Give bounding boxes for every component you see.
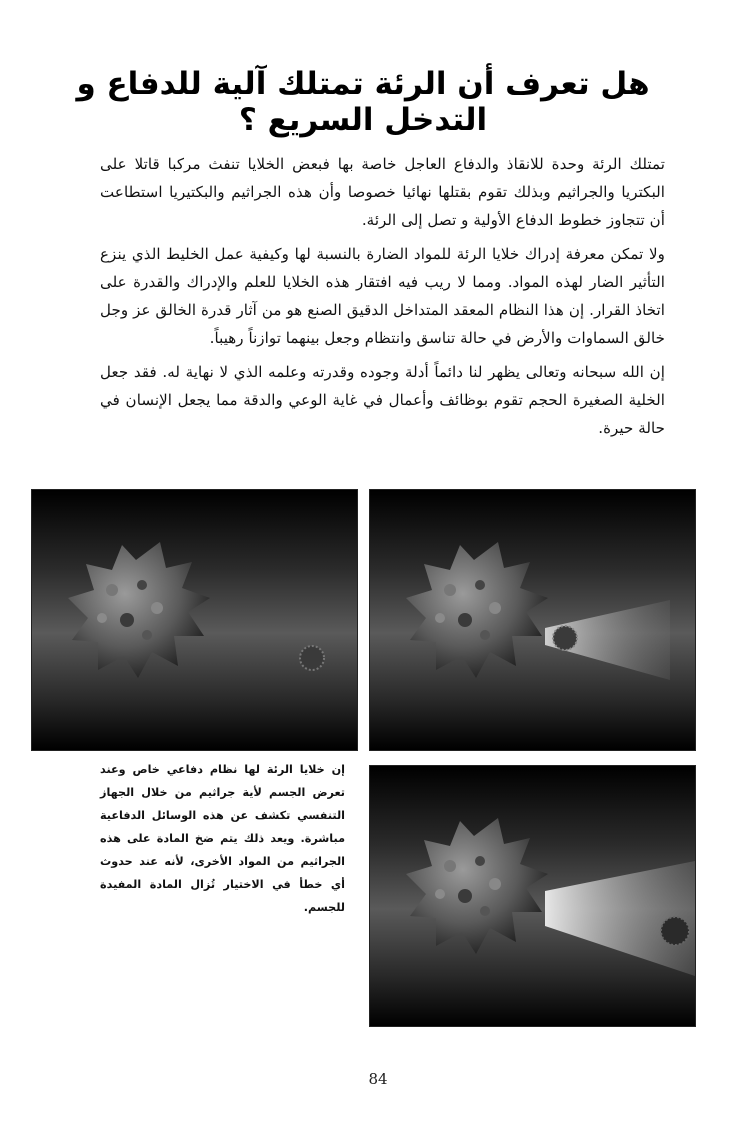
article-body xyxy=(100,150,665,448)
cell-illustration xyxy=(370,766,695,1026)
germ-shape xyxy=(553,626,577,650)
page-title: هل تعرف أن الرئة تمتلك آلية للدفاع و التدخل السريع ؟ xyxy=(76,66,650,138)
paragraph-1: تمتلك الرئة وحدة للانقاذ والدفاع العاجل خاصة بها فبعض الخلايا تنفث مركبا قاتلا على البكتريا والجراثيم وبذلك تقوم بقتلها نهائيا خصوصا وأن هذه الجراثيم والبكتيريا استطاعت أن تتجاوز خطوط الدفاع الأولية و تصل إلى الرئة. xyxy=(100,155,665,229)
page-number: 84 xyxy=(368,1070,388,1088)
figure-cell-spraying-germ xyxy=(369,489,696,751)
figure-caption xyxy=(100,758,345,919)
figure-cell-and-germ xyxy=(31,489,358,751)
paragraph-2: ولا تمكن معرفة إدراك خلايا الرئة للمواد الضارة بالنسبة لها وكيفية عمل الخليط الذي ينزع التأثير الضار لهذه المواد. ومما لا ريب فيه افتقار هذه الخلايا للعلم والإدراك والقدرة على اتخاذ القرار. إن هذا النظام المعقد المتداخل الدقيق الصنع هو من آثار قدرة الخالق عز وجل خالق السماوات والأرض في حالة تناسق وانتظام وجعل بينهما توازناً رهيباً. xyxy=(100,245,665,347)
germ-shape xyxy=(300,646,324,670)
cell-illustration xyxy=(370,490,695,750)
germ-shape xyxy=(661,917,689,945)
caption-text: إن خلايا الرئة لها نظام دفاعي خاص وعند تعرض الجسم لأية جراثيم من خلال الجهاز التنفسي تكشف عن هذه الوسائل الدفاعية مباشرة. ويعد ذلك يتم ضخ المادة على هذه الجراثيم من المواد الأخرى، لأنه عند حدوث أي خطأ في الاختيار تُزال المادة المفيدة للجسم. xyxy=(100,763,345,914)
figure-cell-destroying-germ xyxy=(369,765,696,1027)
paragraph-3: إن الله سبحانه وتعالى يظهر لنا دائماً أدلة وجوده وقدرته وعلمه الذي لا نهاية له. فقد جعل الخلية الصغيرة الحجم تقوم بوظائف وأعمال في غاية الوعي والدقة مما يجعل الإنسان في حالة حيرة. xyxy=(100,363,665,437)
cell-illustration xyxy=(32,490,357,750)
